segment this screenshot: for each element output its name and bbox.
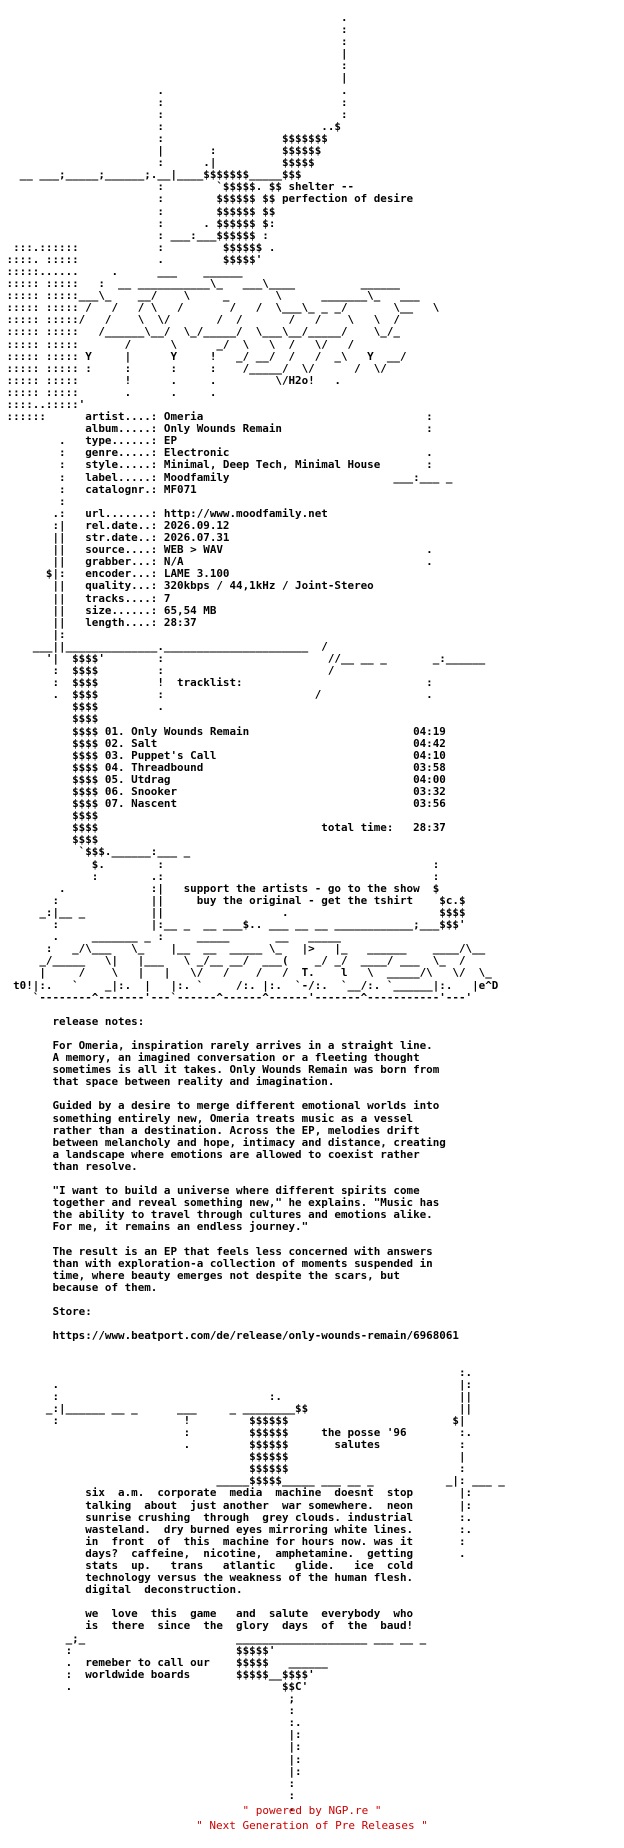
footer-powered-by[interactable]: " powered by NGP.re " xyxy=(242,1804,382,1817)
nfo-text-art: . : : | : | . . : : : : : ..$ : $$$$$$$ | : $$$$$$ : .| $$$$$ __ ___;_____;______;.__|____$$$$$$$_____$$$ : `$$$$$. $$ shelter -- : $$$$$$ $$ perfection of desire : $$$$$$ $$ : . $$$$$$ $: : ___:___$$$$$$ : :::.:::::: : $$$$$$ . ::::. ::::: . $$$$$' :::::...... . ___ ______ ::::: ::::: : __ ___________\_ ___\____ ______ ::::: :::::___\_ __/ \ _ \ _______\_ ___ ::::: ::::: / / / \ / / / \___\_ _ _/ \__ \ ::::: :::::/ / \ \/ / / / / \ \ / ::::: ::::: /______\__/ \_/_____/ \___\__/_____/ \_/_ ::::: ::::: / \ _/ \ \ / \/ / ::::: ::::: Y | Y ! _/ __/ / / _\ Y __/ ::::: ::::: : : : : /_____/ \/ / \/ ::::: ::::: ! . . \/H2o! . ::::: ::::: . . . ::::..:::::' :::::: artist....: Omeria : album.....: Only Wounds Remain : . type......: EP : genre.....: Electronic . : style.....: Minimal, Deep Tech, Minimal House : : label.....: Moodfamily ___:___ _ : catalognr.: MF071 : .: url.......: http://www.moodfamily.net :| rel.date..: 2026.09.12 || str.date..: 2026.07.31 || source....: WEB > WAV . || grabber...: N/A . $|: encoder...: LAME 3.100 || quality...: 320kbps / 44,1kHz / Joint-Stereo || tracks....: 7 || size......: 65,54 MB || length....: 28:37 |: ___||______________.______________________ / '| $$$$' : //__ __ _ _:______ : $$$$ : / : $$$$ ! tracklist: : . $$$$ : / . $$$$ . $$$$ $$$$ 01. Only Wounds Remain 04:19 $$$$ 02. Salt 04:42 $$$$ 03. Puppet's Call 04:10 $$$$ 04. Threadbound 03:58 $$$$ 05. Utdrag 04:00 $$$$ 06. Snooker 03:32 $$$$ 07. Nascent 03:56 $$$$ $$$$ total time: 28:37 $$$$ `$$$.______:___ _ $. : : : .: : . :| support the artists - go to the show $ : || buy the original - get the tshirt $c.$ _:|__ _ || . $$$$ : |:__ _ __ ___$.. ___ __ __ ____________;___$$$' . _______ _ : _____ __ _____ : _/\___ \_ |__ __ _____ \_ |> |_ ______ ____/\__ _/_____ \| |___ \ _/__ __/ ___( _/ _/ ____/ ___ \_ / | / \ | | \/ / / / T. l \ _____/\ \/ \_ t0!|:. ` _|:. | |:. ` /:. |:. `-/:. `__/:. `______|:. |e^D `--------^-------'---`------^------^------'-------^-----------'---' release notes: For Omeria, inspiration rarely arrives in a straight line. A memory, an imagined conversation or a fleeting thought sometimes is all it takes. Only Wounds Remain was born from that space between reality and imagination. Guided by a desire to merge different emotional worlds into something entirely new, Omeria treats music as a vessel rather than a destination. Across the EP, melodies drift between melancholy and hope, intimacy and distance, creating a landscape where emotions are allowed to coexist rather than resolve. "I want to build a universe where different spirits come together and reveal something new," he explains. "Music has the ability to travel through cultures and emotions alike. For me, it remains an endless journey." The result is an EP that feels less concerned with answers than with exploration-a collection of moments suspended in time, where beauty emerges not despite the scars, but because of them. Store: https://www.beatport.com/de/release/only-wounds-remain/6968061 :. . |: : :. || _:|______ __ _ ___ _ ________$$ || : ! $$$$$$ $| : $$$$$$ the posse '96 :. . $$$$$$ salutes : $$$$$$ | $$$$$$ : _____$$$$$_____ ___ __ _ _|: ___ _ six a.m. corporate media machine doesnt stop |: talking about just another war somewhere. neon |: sunrise crushing through grey clouds. industrial :. wasteland. dry burned eyes mirroring white lines. :. in front of this machine for hours now. was it : days? caffeine, nicotine, amphetamine. getting . stats up. trans atlantic glide. ice cold technology versus the weakness of the human flesh. digital deconstruction. we love this game and salute everybody who is there since the glory days of the baud! _;_ ____________________ ___ __ _ : $$$$$' . remeber to call our $$$$$ ______ : worldwide boards $$$$$__$$$$' . $$C' ; : :. |: |: |: |: : : . xyxy=(6,12,505,1814)
footer-tagline: " Next Generation of Pre Releases " xyxy=(196,1819,428,1832)
